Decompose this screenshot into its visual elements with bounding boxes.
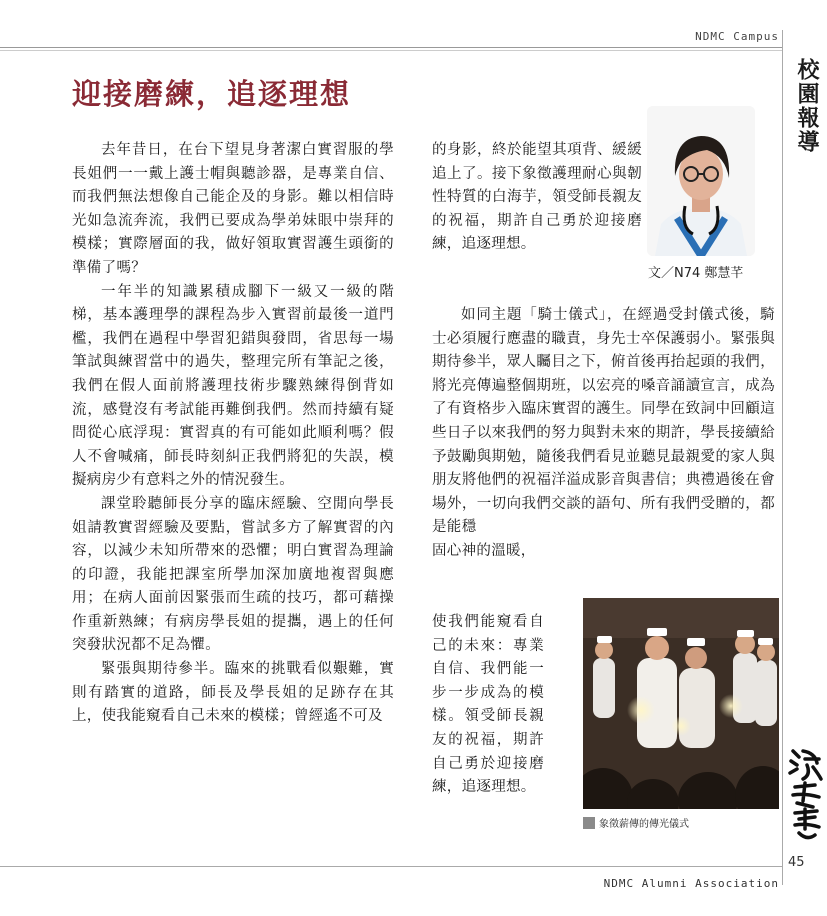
- section-label: 校園報導: [794, 58, 819, 154]
- ceremony-photo: [583, 598, 779, 809]
- page-number: 45: [788, 855, 805, 870]
- header-divider-thin: [0, 50, 782, 51]
- footer-divider: [0, 866, 782, 867]
- photo-caption: [583, 815, 689, 830]
- calligraphy-mark-icon: [785, 745, 825, 845]
- paragraph-2: 一年半的知識累積成腳下一級又一級的階梯，基本護理學的課程為步入實習前最後一道門檻，我們在過程中學習犯錯與發問，省思每一場筆試與練習當中的過失，整理完所有筆記之後，我們在假人面前將護理技術步驟熟練得倒背如流，感覺沒有考試能再難倒我們。然而持續有疑問從心底浮現：實習真的有可能如此順利嗎？假人不會喊痛，師長時刻糾正我們將犯的失誤，模擬病房少有意料之外的情況發生。: [72, 283, 394, 489]
- paragraph-5: 如同主題「騎士儀式」，在經過受封儀式後，騎士必須履行應盡的職責，身先士卒保護弱小。緊張與期待參半，眾人矚目之下，俯首後再抬起頭的我們，將光亮傳遍整個期班，以宏亮的嗓音誦讀宣言，成為了有資格步入臨床實習的護生。同學在致詞中回顧這些日子以來我們的努力與對未來的期許，學長接續給予鼓勵與期勉，隨後我們看見並聽見最親愛的家人與朋友將他們的祝福洋溢成影音與書信；典禮過後在會場外，一切向我們交談的語句、所有我們受贈的，都是能穩: [432, 307, 775, 536]
- footer-association-label: NDMC Alumni Association: [603, 877, 779, 890]
- author-portrait-image: [647, 106, 755, 256]
- article-right-column-top: [432, 139, 642, 257]
- side-divider: [782, 30, 783, 885]
- article-left-column: [72, 139, 394, 729]
- candle-ceremony-image: [583, 598, 779, 809]
- author-photo: [647, 106, 755, 256]
- page-title: 迎接磨練，追逐理想: [72, 77, 352, 111]
- article-right-column-bottom: [432, 611, 544, 800]
- photo-caption-text: 象徵薪傳的傳光儀式: [599, 819, 689, 830]
- author-credit: 文／N74 鄭慧芊: [648, 266, 744, 281]
- paragraph-3: 課堂聆聽師長分享的臨床經驗、空閒向學長姐請教實習經驗及要點，嘗試多方了解實習的內容，以減少未知所帶來的恐懼；明白實習為理論的印證，我能把課室所學加深加廣地複習與應用；在病人面前因緊張而生疏的技巧，都可藉操作重新熟練；有病房學長姐的提攜，遇上的任何突發狀況都不足為懼。: [72, 495, 394, 654]
- paragraph-continued: 的身影，終於能望其項背、緩緩追上了。接下象徵護理耐心與韌性特質的白海芋，領受師長親友的祝福，期許自己勇於迎接磨練，追逐理想。: [432, 142, 642, 253]
- paragraph-1: 去年昔日，在台下望見身著潔白實習服的學長姐們一一戴上護士帽與聽診器，是專業自信、而我們無法想像自己能企及的身影。難以相信時光如急流奔流，我們已要成為學弟妹眼中崇拜的模樣；實際層面的我，做好領取實習護生頭銜的準備了嗎？: [72, 142, 394, 276]
- article-right-column-middle: [432, 304, 775, 564]
- publication-calligraphy-logo: [785, 745, 825, 845]
- paragraph-6: 使我們能窺看自己的未來：專業自信、我們能一步一步成為的模樣。領受師長親友的祝福，期許自己勇於迎接磨練，追逐理想。: [432, 614, 544, 796]
- header-divider: [0, 47, 782, 48]
- paragraph-5-tail: 固心神的溫暖，: [432, 542, 536, 559]
- caption-square-icon: [583, 817, 595, 829]
- header-campus-label: NDMC Campus: [695, 30, 779, 43]
- paragraph-4: 緊張與期待參半。臨來的挑戰看似艱難，實則有踏實的道路，師長及學長姐的足跡存在其上，使我能窺看自己未來的模樣；曾經遙不可及: [72, 661, 394, 725]
